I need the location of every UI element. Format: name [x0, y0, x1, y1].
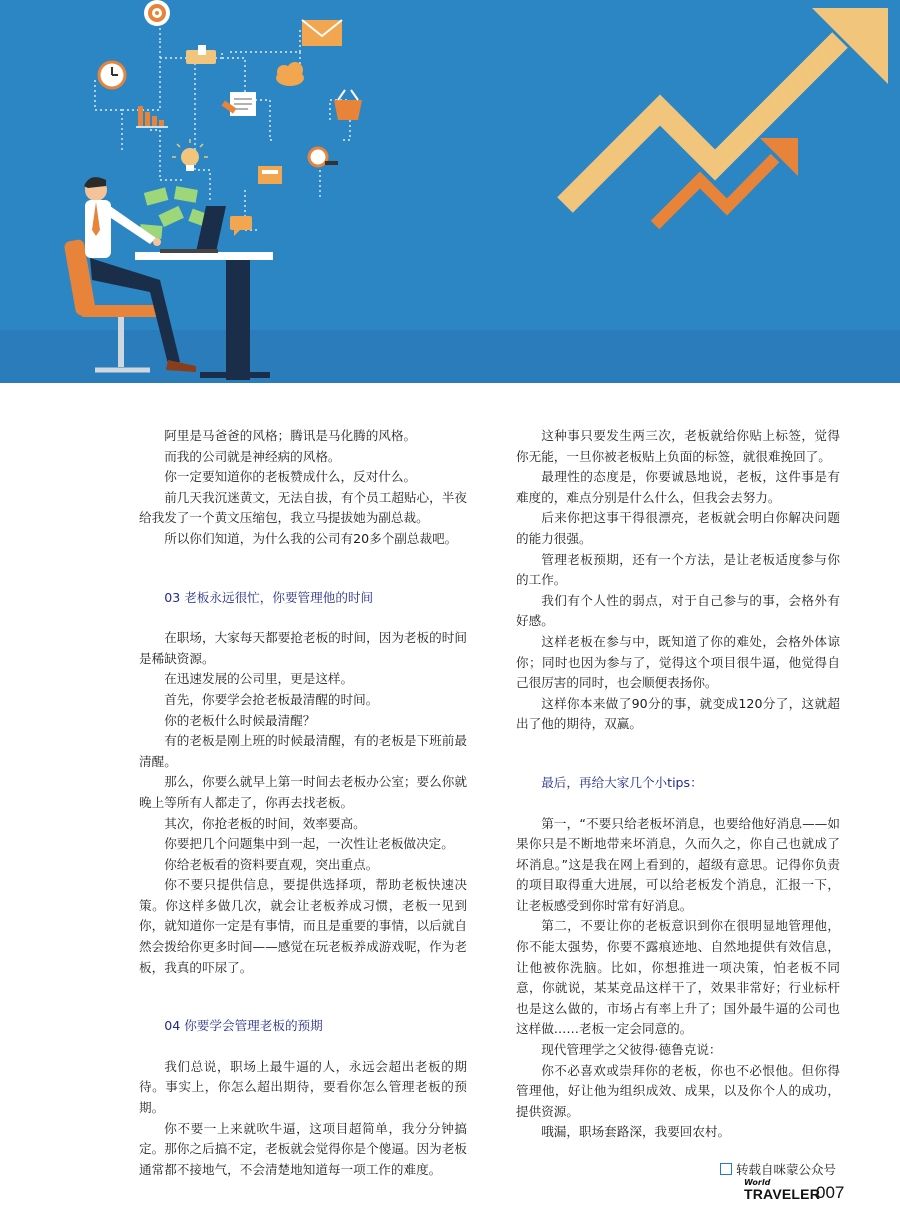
- source-credit: [720, 1160, 870, 1178]
- paragraph: 管理老板预期，还有一个方法，是让老板适度参与你的工作。: [516, 551, 840, 588]
- paragraph: 首先，你要学会抢老板最清醒的时间。: [164, 691, 379, 707]
- page-number: 007: [816, 1183, 845, 1202]
- paragraph: 我们总说，职场上最牛逼的人，永远会超出老板的期待。事实上，你怎么超出期待，要看你怎么管理老板的预期。: [139, 1058, 467, 1116]
- paragraph: 后来你把这事干得很漂亮，老板就会明白你解决问题的能力很强。: [516, 510, 840, 546]
- brand-name: TRAVELER: [744, 1186, 821, 1202]
- business-growth-illustration: [0, 0, 900, 383]
- brand-small-text: World: [744, 1178, 771, 1187]
- paragraph: 最理性的态度是，你要诚恳地说，老板，这件事是有难度的，难点分别是什么什么，但我会去努力。: [516, 469, 840, 505]
- paragraph: 在迅速发展的公司里，更是这样。: [164, 671, 354, 687]
- paragraph: 这样你本来做了90分的事，就变成120分了，这就超出了他的期待，双赢。: [516, 695, 840, 732]
- target-icon: [144, 0, 170, 26]
- clock-icon: [99, 62, 125, 88]
- wallet-icon: [258, 166, 282, 184]
- paragraph: 你不要只提供信息，要提供选择项，帮助老板快速决策。你这样多做几次，就会让老板养成习惯，老板一见到你，就知道你一定是有事情，而且是重要的事情，以后就自然会拨给你更多时间——感觉在玩老板养成游戏呢，作为老板，我真的吓尿了。: [139, 877, 467, 975]
- paragraph: 第二，不要让你的老板意识到你在很明显地管理他，你不能太强势，你要不露痕迹地、自然地提供有效信息，让他被你洗脑。比如，你想推进一项决策，怕老板不同意，你就说，某某竞品这样干了，效果非常好；行业标杆也是这么做的，市场占有率上升了；国外最牛逼的公司也这样做……老板一定会同意的。: [516, 918, 840, 1037]
- paragraph: 阿里是马爸爸的风格；腾讯是马化腾的风格。: [164, 428, 417, 443]
- magazine-brand: [720, 1180, 870, 1202]
- paragraph: 你要把几个问题集中到一起，一次性让老板做决定。: [164, 836, 454, 852]
- paragraph: 哦漏，职场套路深，我要回农村。: [541, 1124, 731, 1140]
- hero-illustration: [0, 0, 900, 383]
- section-heading-03: 03 老板永远很忙，你要管理他的时间: [164, 589, 374, 605]
- paragraph: 你不必喜欢或崇拜你的老板，你也不必恨他。但你得管理他，好让他为组织成效、成果，以及你个人的成功，提供资源。: [516, 1062, 840, 1119]
- paragraph: 有的老板是刚上班的时候最清醒，有的老板是下班前最清醒。: [139, 733, 467, 769]
- paragraph: 所以你们知道，为什么我的公司有20多个副总裁吧。: [164, 530, 458, 546]
- article-left-column: [139, 426, 467, 1180]
- source-text: 转载自咪蒙公众号: [736, 1162, 837, 1177]
- square-icon: [720, 1163, 732, 1175]
- paragraph: 在职场，大家每天都要抢老板的时间，因为老板的时间是稀缺资源。: [139, 630, 467, 666]
- paragraph: 前几天我沉迷黄文，无法自拔，有个员工超贴心，半夜给我发了一个黄文压缩包，我立马提拔她为副总裁。: [139, 489, 467, 526]
- paragraph: 第一，“不要只给老板坏消息，也要给他好消息——如果你只是不断地带来坏消息，久而久之，你自己也就成了坏消息。”这是我在网上看到的，超级有意思。记得你负责的项目取得重大进展，可以给老板发个消息，汇报一下，让老板感受到你时常有好消息。: [516, 815, 840, 913]
- page-footer: [720, 1160, 870, 1202]
- paragraph: 其次，你抢老板的时间，效率要高。: [164, 815, 366, 831]
- paragraph: 你一定要知道你的老板赞成什么，反对什么。: [164, 469, 417, 485]
- section-heading-04: 04 你要学会管理老板的预期: [164, 1018, 323, 1034]
- paragraph: 这种事只要发生两三次，老板就给你贴上标签，觉得你无能，一旦你被老板贴上负面的标签，就很难挽回了。: [516, 428, 840, 464]
- tips-heading: 最后，再给大家几个小tips：: [541, 774, 703, 790]
- paragraph: 你不要一上来就吹牛逼，这项目超简单，我分分钟搞定。那你之后搞不定，老板就会觉得你是个傻逼。因为老板通常都不接地气，不会清楚地知道每一项工作的难度。: [139, 1120, 467, 1177]
- mail-icon: [302, 20, 342, 46]
- paragraph: 我们有个人性的弱点，对于自己参与的事，会格外有好感。: [516, 592, 840, 629]
- article-right-column: [516, 426, 840, 1143]
- paragraph: 而我的公司就是神经病的风格。: [164, 448, 341, 464]
- paragraph: 你的老板什么时候最清醒？: [164, 712, 316, 728]
- paragraph: 现代管理学之父彼得·德鲁克说：: [541, 1042, 722, 1058]
- paragraph: 那么，你要么就早上第一时间去老板办公室；要么你就晚上等所有人都走了，你再去找老板。: [139, 774, 467, 810]
- paragraph: 你给老板看的资料要直观，突出重点。: [164, 856, 379, 872]
- paragraph: 这样老板在参与中，既知道了你的难处，会格外体谅你；同时也因为参与了，觉得这个项目很牛逼，他觉得自己很厉害的同时，也会顺便表扬你。: [516, 633, 840, 691]
